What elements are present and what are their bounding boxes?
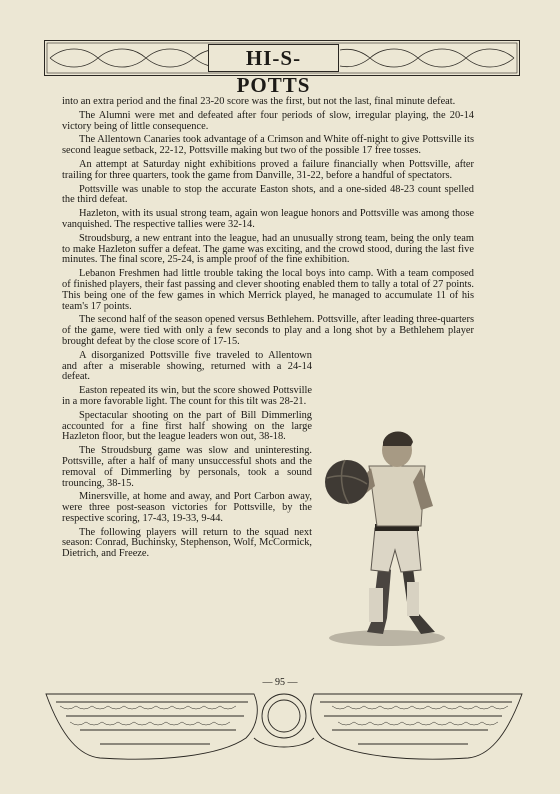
page-number: — 95 —: [262, 677, 298, 688]
paragraph: Minersville, at home and away, and Port Carbon away, were three post-season victories for Pottsville, by the respective scoring, 17-43, 19-33, 9-44.: [62, 491, 312, 524]
paragraph: The Alumni were met and defeated after four periods of slow, irregular playing, the 20-14 victory being of little consequence.: [62, 109, 474, 132]
paragraph: Spectacular shooting on the part of Bill Dimmerling accounted for a fine first half showing on the large Hazleton floor, but the league leaders won out, 38-18.: [62, 409, 312, 443]
player-photo: [317, 410, 457, 650]
footer-ornament: [40, 686, 528, 766]
page-title: HI-S-POTTS: [208, 44, 339, 72]
paragraph: Pottsville was unable to stop the accurate Easton shots, and a one-sided 48-23 count spelled the third defeat.: [62, 183, 474, 206]
paragraph: The second half of the season opened versus Bethlehem. Pottsville, after leading three-quarters of the game, were tied with only a few seconds to play and a long shot by a Bethlehem player brought defeat by the close score of 17-15.: [62, 314, 474, 347]
paragraph: An attempt at Saturday night exhibitions proved a failure financially when Pottsville, after trailing for three quarters, took the game from Danville, 31-22, before a handful of spectators.: [62, 158, 474, 181]
paragraph: The Allentown Canaries took advantage of a Crimson and White off-night to give Pottsville its second league setback, 22-12, Pottsville making but two of the possible 17 free tosses.: [62, 134, 474, 157]
paragraph: A disorganized Pottsville five traveled to Allentown and after a miserable showing, returned with a 24-14 defeat.: [62, 349, 312, 383]
paragraph: Stroudsburg, a new entrant into the league, had an unusually strong team, being the only team to make Hazleton suffer a defeat. The game was exciting, and the crowd stood, during the last five minutes. The final score, 25-24, is ample proof of the fine exhibition.: [62, 232, 474, 266]
paragraph: The Stroudsburg game was slow and uninteresting. Pottsville, after a half of many unsuccessful shots and the removal of Dimmerling by personals, took a sound trouncing, 38-15.: [62, 445, 312, 489]
paragraph: Easton repeated its win, but the score showed Pottsville in a more favorable light. The count for this tilt was 28-21.: [62, 385, 312, 407]
paragraph: into an extra period and the final 23-20 score was the first, but not the last, final minute defeat.: [62, 96, 456, 107]
paragraph: Lebanon Freshmen had little trouble taking the local boys into camp. With a team composed of finished players, their fast passing and clever shooting enabled them to tally a total of 27 points. This being one of the few games in which Merrick played, he managed to accumulate 11 of his team's 17 points.: [62, 268, 474, 312]
paragraph: The following players will return to the squad next season: Conrad, Buchinsky, Stephenson, Wolf, McCormick, Dietrich, and Freeze.: [62, 526, 312, 560]
paragraph: Hazleton, with its usual strong team, again won league honors and Pottsville was among those vanquished. The respective tallies were 32-14.: [62, 208, 474, 230]
